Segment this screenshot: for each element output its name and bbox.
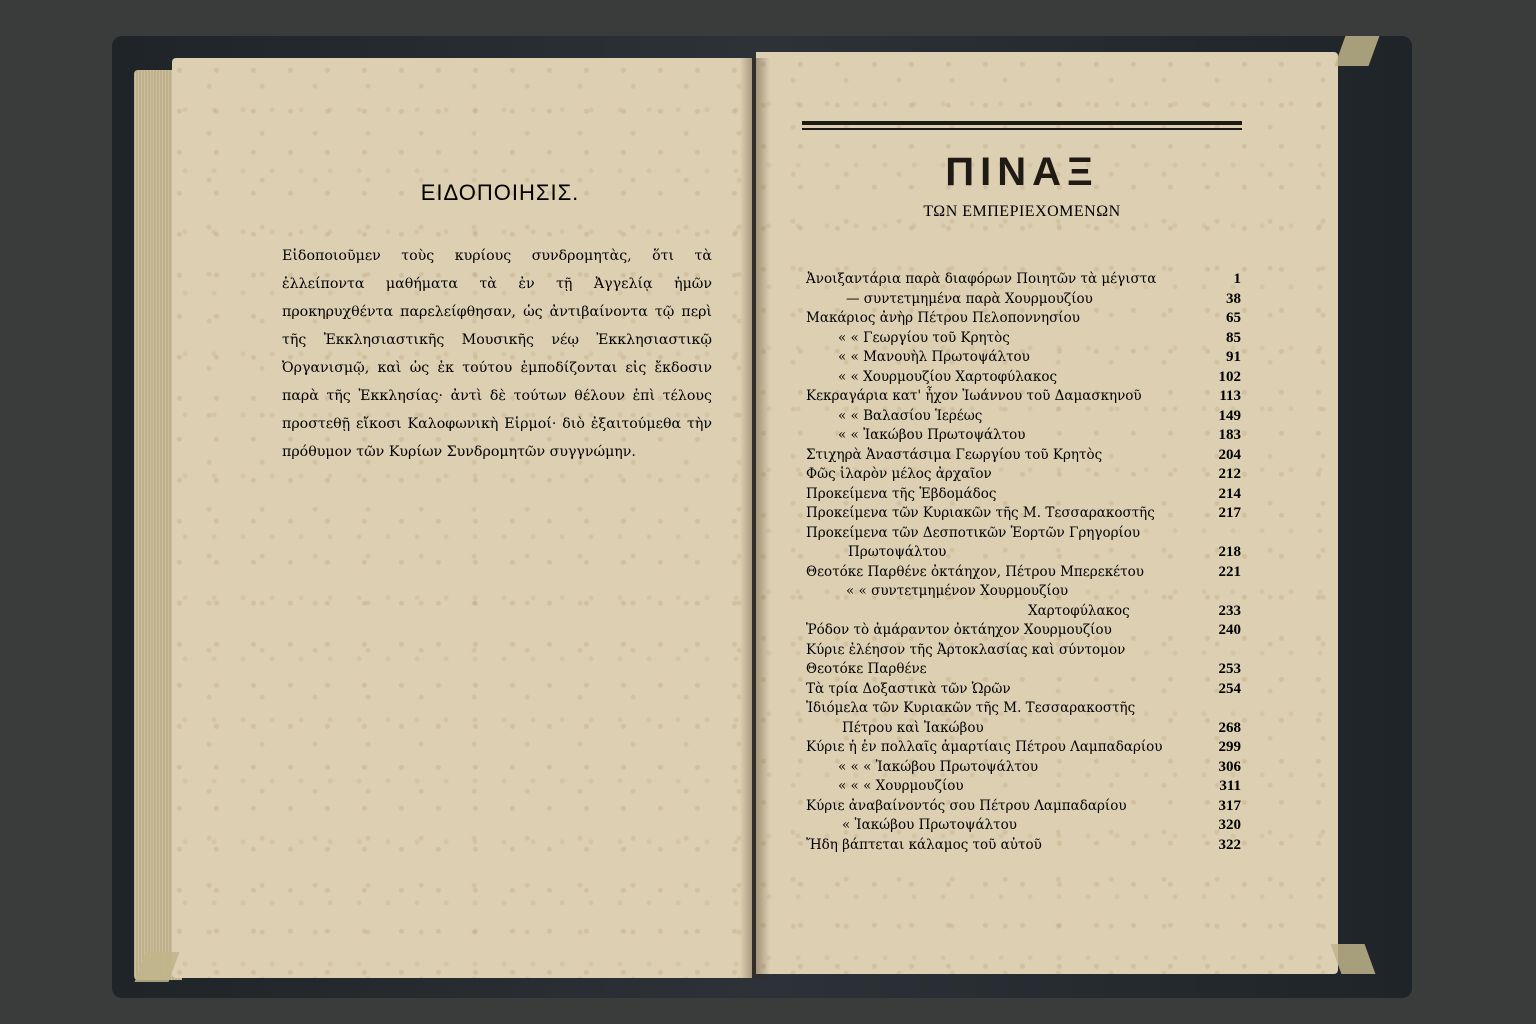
toc-entry-title: — συντετμημένα παρὰ Χουρμουζίου: [846, 290, 1093, 307]
toc-entry-title: « « Γεωργίου τοῦ Κρητὸς: [838, 329, 1010, 346]
toc-entry-page: 320: [1218, 817, 1241, 833]
toc-entry-title: « « Ἰακώβου Πρωτοψάλτου: [838, 427, 1026, 443]
toc-entry-title: Κύριε ἐλέησον τῆς Ἀρτοκλασίας καὶ σύντομον: [806, 641, 1126, 658]
toc-entry-title: Προκείμενα τῶν Κυριακῶν τῆς Μ. Τεσσαρακοστῆς: [806, 505, 1155, 521]
toc-entry: [806, 719, 1241, 739]
toc-entry-page: 113: [1219, 388, 1241, 404]
toc-entry-title: Πέτρου καὶ Ἰακώβου: [842, 719, 984, 736]
toc-entry-title: Ἀνοιξαντάρια παρὰ διαφόρων Ποιητῶν τὰ μέγιστα: [806, 271, 1157, 287]
toc-entry-title: Στιχηρὰ Ἀναστάσιμα Γεωργίου τοῦ Κρητὸς: [806, 446, 1103, 463]
toc-entry-page: 183: [1218, 427, 1241, 443]
toc-entry: [806, 836, 1241, 856]
toc-entry-page: 217: [1218, 505, 1241, 521]
toc-entry-page: 268: [1218, 719, 1241, 736]
toc-entry-title: Τὰ τρία Δοξαστικὰ τῶν Ὡρῶν: [806, 680, 1011, 697]
toc-entry: [806, 621, 1241, 641]
toc-entry: [806, 524, 1241, 544]
toc-entry: [806, 407, 1241, 427]
toc-entry-title: Κύριε ἡ ἐν πολλαῖς ἁμαρτίαις Πέτρου Λαμπαδαρίου: [806, 739, 1163, 755]
toc-entry: [806, 270, 1241, 290]
toc-entry: [806, 290, 1241, 310]
toc-entry: [806, 680, 1241, 700]
toc-entry: [806, 738, 1241, 758]
toc-entry-page: 149: [1218, 407, 1241, 424]
toc-entry-page: 38: [1226, 290, 1241, 307]
toc-entry: [806, 465, 1241, 485]
toc-entry-page: 299: [1218, 739, 1241, 755]
toc-entry-title: Θεοτόκε Παρθένε: [806, 661, 927, 677]
toc-entry: [806, 485, 1241, 505]
toc-entry: [806, 329, 1241, 349]
top-rule-thick: [802, 121, 1242, 125]
toc-entry: [806, 816, 1241, 836]
toc-entry-page: 240: [1218, 622, 1241, 638]
toc-entry: [806, 309, 1241, 329]
toc-entry-page: 218: [1218, 544, 1241, 560]
toc-entry: [806, 368, 1241, 388]
toc-entry-title: Ἰδιόμελα τῶν Κυριακῶν τῆς Μ. Τεσσαρακοστῆς: [806, 700, 1136, 716]
toc-entry: [806, 758, 1241, 778]
toc-entry-page: 91: [1226, 349, 1241, 365]
toc-entry-title: « « συντετμημένον Χουρμουζίου: [846, 583, 1069, 599]
toc-entry: [806, 699, 1241, 719]
toc-entry-title: Ῥόδον τὸ ἀμάραντον ὀκτάηχον Χουρμουζίου: [806, 622, 1112, 638]
toc-entry-page: 253: [1218, 661, 1241, 677]
toc-entry-title: Ἤδη βάπτεται κάλαμος τοῦ αὐτοῦ: [806, 836, 1042, 853]
toc-entry-title: Κύριε ἀναβαίνοντός σου Πέτρου Λαμπαδαρίου: [806, 797, 1127, 814]
toc-entry-page: 233: [1218, 602, 1241, 619]
toc-entry-title: « « Χουρμουζίου Χαρτοφύλακος: [838, 368, 1058, 385]
toc-entry-page: 317: [1218, 797, 1241, 814]
toc-entry-title: « « Μανουὴλ Πρωτοψάλτου: [838, 349, 1030, 365]
toc-entry-title: « « « Ἰακώβου Πρωτοψάλτου: [838, 758, 1039, 775]
toc-entry-page: 311: [1219, 778, 1241, 794]
toc-entry: [806, 504, 1241, 524]
toc-entry-page: 204: [1218, 446, 1241, 463]
toc-entry-title: « « Βαλασίου Ἱερέως: [838, 407, 983, 424]
toc-entry: [806, 426, 1241, 446]
toc-entry: [806, 563, 1241, 583]
toc-entry-title: Χαρτοφύλακος: [1028, 602, 1130, 619]
toc-entry-title: Θεοτόκε Παρθένε ὀκτάηχον, Πέτρου Μπερεκέτου: [806, 563, 1144, 580]
toc-entry: [806, 660, 1241, 680]
notice-body: Εἰδοποιοῦμεν τοὺς κυρίους συνδρομητὰς, ὅτι τὰ ἐλλείποντα μαθήματα τὰ ἐν τῇ Ἀγγελίᾳ ἡμῶν προκηρυχθέντα παρελείφθησαν, ὡς ἀντιβαίνοντα τῷ περὶ τῆς Ἐκκλησιαστικῆς Μουσικῆς νέῳ Ἐκκλησιαστικῷ Ὀργανισμῷ, καὶ ὡς ἐκ τούτου ἐμποδίζονται εἰς ἔκδοσιν παρὰ τῆς Ἐκκλησίας· ἀντὶ δὲ τούτων θέλουν ἐπὶ τέλους προστεθῇ εἴκοσι Καλοφωνικὴ Εἱρμοί· διὸ ἐξαιτούμεθα τὴν πρόθυμον τῶν Κυρίων Συνδρομητῶν συγγνώμην.: [282, 248, 712, 460]
toc-entry-page: 254: [1218, 680, 1241, 697]
toc-subtitle: ΤΩΝ ΕΜΠΕΡΙΕΧΟΜΕΝΩΝ: [923, 203, 1121, 220]
toc-entry-title: Μακάριος ἀνὴρ Πέτρου Πελοποννησίου: [806, 310, 1080, 326]
toc-entry: [806, 777, 1241, 797]
toc-entry-title: Προκείμενα τῆς Ἑβδομάδος: [806, 485, 997, 502]
toc-entry-title: Φῶς ἱλαρὸν μέλος ἀρχαῖον: [806, 466, 992, 482]
toc-entry: [806, 348, 1241, 368]
toc-entry-page: 85: [1226, 329, 1241, 346]
toc-entry-page: 322: [1218, 836, 1241, 853]
toc-entry: [806, 797, 1241, 817]
toc-entry-title: « Ἰακώβου Πρωτοψάλτου: [842, 817, 1017, 833]
toc-entry-page: 102: [1218, 368, 1241, 385]
toc-entry: [806, 387, 1241, 407]
toc-entry-page: 212: [1218, 466, 1241, 482]
toc-entry-page: 1: [1233, 271, 1241, 287]
toc-entry-title: Κεκραγάρια κατ' ἦχον Ἰωάννου τοῦ Δαμασκηνοῦ: [806, 388, 1142, 404]
top-rule-thin: [802, 128, 1242, 130]
toc-entry-title: Προκείμενα τῶν Δεσποτικῶν Ἑορτῶν Γρηγορίου: [806, 524, 1141, 541]
toc-entry-page: 221: [1218, 563, 1241, 580]
book-gutter: [740, 58, 770, 978]
toc-entry-page: 65: [1226, 310, 1241, 326]
toc-entry: [806, 602, 1241, 622]
toc-entry-title: « « « Χουρμουζίου: [838, 778, 964, 794]
toc-list: [806, 270, 1241, 855]
toc-entry: [806, 641, 1241, 661]
toc-entry: [806, 543, 1241, 563]
toc-entry-title: Πρωτοψάλτου: [848, 544, 947, 560]
toc-entry: [806, 582, 1241, 602]
notice-heading: ΕΙΔΟΠΟΙΗΣΙΣ.: [420, 180, 580, 205]
toc-entry-page: 306: [1218, 758, 1241, 775]
toc-title: ΠΙΝΑΞ: [945, 150, 1099, 194]
toc-entry: [806, 446, 1241, 466]
toc-entry-page: 214: [1218, 485, 1241, 502]
